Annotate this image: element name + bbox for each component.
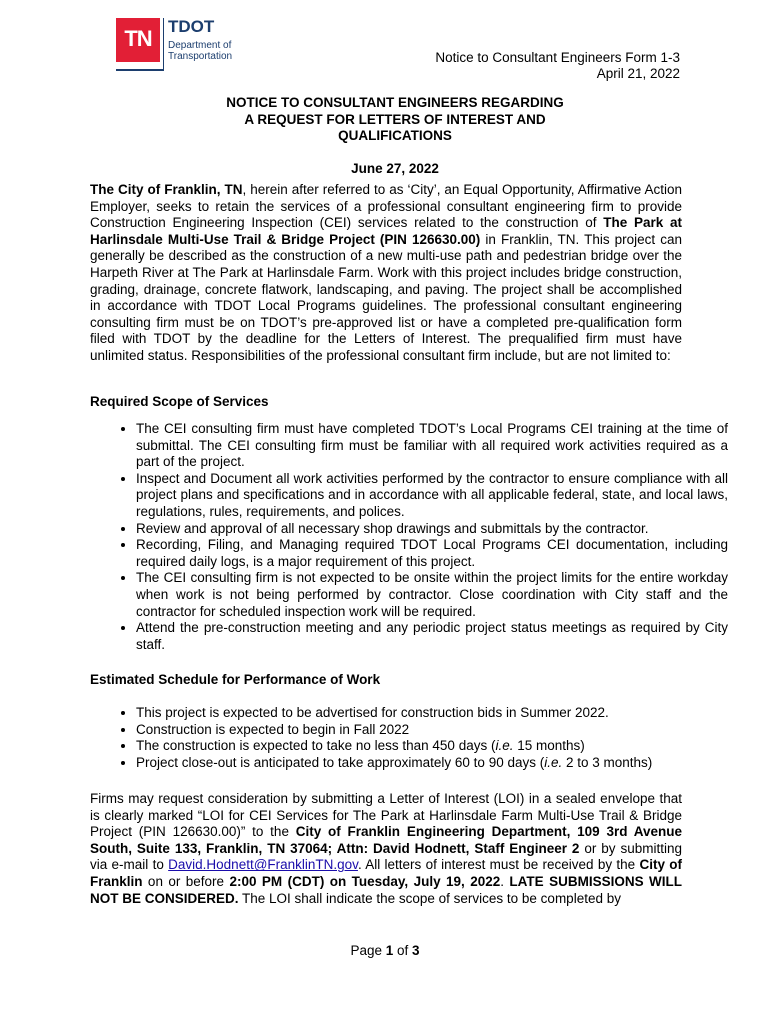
scope-heading: Required Scope of Services [90,394,269,409]
logo-divider [163,18,164,70]
logo-name: TDOT [168,17,215,36]
intro-text-1: , herein after referred to as ‘City’, an Equal Opportunity, Affirmative Action Employer, seeks to retain the services of a professional consultant engineering firm to provide Construction Engineering Inspection (CEI) services related to the construction of [90,182,682,231]
schedule-item3-post: 15 months) [513,738,585,754]
list-item: • The CEI consulting firm must have completed TDOT’s Local Programs CEI training at the time of submittal. The CEI consulting firm must be familiar with all required work activities required as a part of the project. [136,421,728,471]
submission-text-2: or by submitting via e-mail to [90,840,683,873]
submission-city: City of Franklin [90,857,683,889]
list-item: • The CEI consulting firm is not expected to be onsite within the project limits for the entire workday when work is not being performed by contractor. Close coordination with City staff and the contractor for scheduled inspection work will be required. [136,570,728,620]
schedule-list [90,705,728,771]
submission-text-1: Firms may request consideration by submitting a Letter of Interest (LOI) in a sealed envelope that is clearly marked “LOI for CEI Services for The Park at Harlinsdale Farm Multi-Use Trail & Bridge Project (PIN 126630.00)” to the [90,791,682,840]
of-word: of [397,943,409,958]
page-word: Page [350,943,382,958]
logo-underline [116,69,164,71]
title-line2: A REQUEST FOR LETTERS OF INTEREST AND [244,111,546,127]
form-date: April 21, 2022 [596,66,680,81]
list-item: • Construction is expected to begin in Fall 2022 [136,722,728,739]
submission-text-5: . [500,873,510,889]
schedule-item4-pre: Project close-out is anticipated to take approximately 60 to 90 days ( [136,754,545,770]
submission-text-6: The LOI shall indicate the scope of services to be completed by [238,890,621,906]
page-footer [0,943,770,958]
form-label: Notice to Consultant Engineers Form 1-3 [435,50,680,65]
logo-mark-text: TN [124,26,152,51]
page-total: 3 [412,943,420,958]
email-link[interactable]: David.Hodnett@FranklinTN.gov [168,857,358,873]
notice-date: June 27, 2022 [351,161,439,176]
submission-address: City of Franklin Engineering Department, 109 3rd Avenue South, Suite 133, Franklin, TN 37064; Attn: David Hodnett, Staff Engineer 2 [90,824,682,856]
page-number: 1 [385,943,394,958]
city-name: The City of Franklin, TN [90,182,243,197]
submission-text-4: on or before [142,873,230,889]
logo-subtitle [168,40,232,62]
project-name: The Park at Harlinsdale Multi-Use Trail & Bridge Project (PIN 126630.00) [90,215,682,247]
schedule-item3-pre: The construction is expected to take no less than 450 days ( [136,738,496,754]
submission-paragraph [90,791,682,907]
list-item: • Recording, Filing, and Managing required TDOT Local Programs CEI documentation, including required daily logs, is a major requirement of this project. [136,537,728,570]
list-item: • Attend the pre-construction meeting and any periodic project status meetings as required by City staff. [136,620,728,653]
logo-subtitle-line1: Department of [168,40,232,51]
late-warning: LATE SUBMISSIONS WILL NOT BE CONSIDERED. [90,873,682,906]
submission-text-3: . All letters of interest must be received by the [357,857,640,873]
title-line1: NOTICE TO CONSULTANT ENGINEERS REGARDING [226,95,564,110]
list-item [136,755,728,772]
list-item: • Review and approval of all necessary shop drawings and submittals by the contractor. [136,521,728,538]
list-item: • Inspect and Document all work activities performed by the contractor to ensure compliance with all project plans and specifications and in accordance with all applicable federal, state, and local laws, regulations, rules, requirements, and polices. [136,471,728,521]
schedule-item4-ie: i.e. [544,754,563,770]
logo-subtitle-line2: Transportation [168,51,233,62]
tdot-logo [116,18,236,74]
schedule-item3-ie: i.e. [495,738,514,754]
submission-deadline: 2:00 PM (CDT) on Tuesday, July 19, 2022 [229,873,501,889]
intro-paragraph [90,182,682,365]
schedule-item4-post: 2 to 3 months) [562,754,653,770]
title-line3: QUALIFICATIONS [338,128,452,143]
schedule-heading: Estimated Schedule for Performance of Work [90,672,381,687]
list-item: • This project is expected to be advertised for construction bids in Summer 2022. [136,705,728,722]
list-item [136,738,728,755]
form-header [435,50,680,82]
notice-title [90,95,700,145]
intro-text-2: in Franklin, TN. This project can generally be described as the construction of a new multi-use path and pedestrian bridge over the Harpeth River at The Park at Harlinsdale Farm. Work with this project includes bridge construction, grading, drainage, concrete flatwork, landscaping, and paving. The project shall be accomplished in accordance with TDOT Local Programs guidelines. The professional consultant engineering consulting firm must be on TDOT’s pre-approved list or have a completed pre-qualification form filed with TDOT by the deadline for the Letters of Interest. The prequalified firm must have unlimited status. Responsibilities of the professional consultant firm include, but are not limited to: [90,231,682,363]
scope-list [90,421,728,653]
